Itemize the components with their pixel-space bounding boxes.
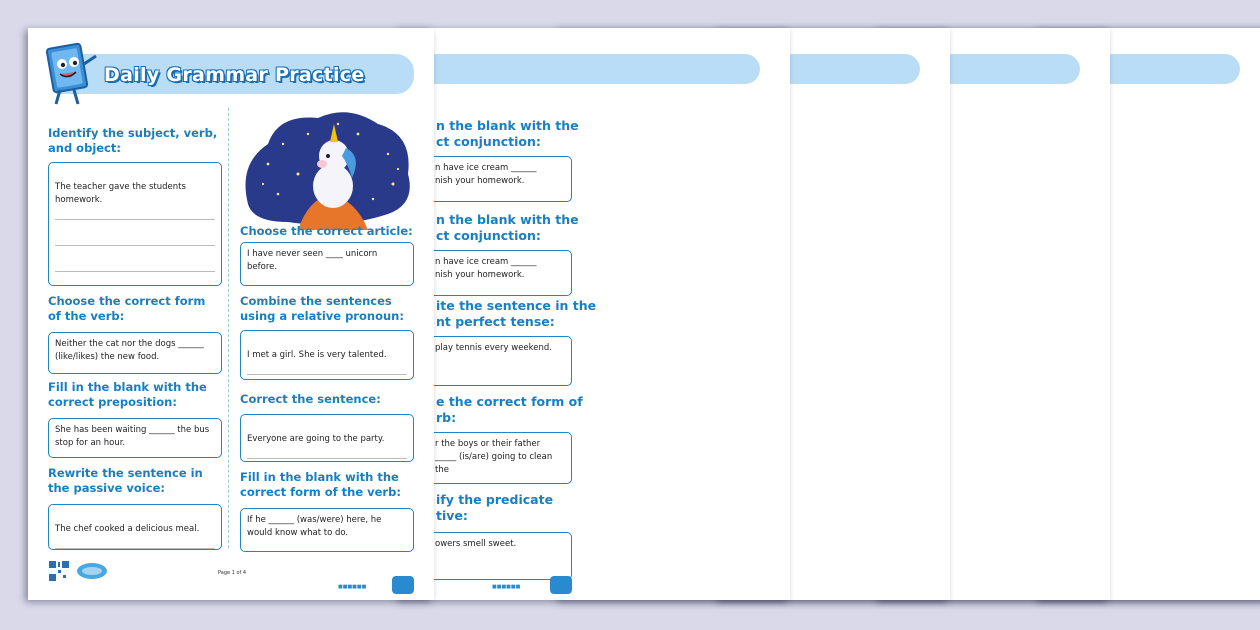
answer-box <box>48 504 222 550</box>
question-heading: Correct the sentence: <box>240 392 381 406</box>
question-heading: n the blank with the ct conjunction: <box>436 212 579 243</box>
answer-text: I met a girl. She is very talented. <box>247 350 387 360</box>
question-heading: Identify the subject, verb, and object: <box>48 126 218 155</box>
answer-box: r the boys or their father _____ (is/are) going to clean the <box>404 432 572 484</box>
footer-url: ■■■■■■ <box>492 584 521 590</box>
question-heading: Choose the correct article: <box>240 224 413 238</box>
answer-box <box>240 330 414 380</box>
answer-text: The chef cooked a delicious meal. <box>55 524 200 534</box>
unicorn-illustration <box>238 104 418 230</box>
answer-box: n have ice cream ______ nish your homework. <box>404 250 572 296</box>
answer-box: play tennis every weekend. <box>404 336 572 386</box>
worksheet-page-2 <box>400 28 790 600</box>
writing-line <box>247 446 407 459</box>
answer-text: Everyone are going to the party. <box>247 434 385 444</box>
answer-box: n have ice cream ______ nish your homework. <box>404 156 572 202</box>
writing-line <box>55 207 215 220</box>
answer-box: I have never seen ____ unicorn before. <box>240 242 414 286</box>
writing-line <box>55 259 215 272</box>
writing-line <box>55 285 215 286</box>
answer-box <box>48 162 222 286</box>
question-heading: Fill in the blank with the correct form of the verb: <box>240 470 401 499</box>
answer-text: The teacher gave the students homework. <box>55 182 186 205</box>
writing-line <box>247 362 407 375</box>
worksheet-page-1 <box>28 28 434 600</box>
answer-box <box>240 414 414 462</box>
publisher-logo <box>392 576 414 594</box>
question-heading: Fill in the blank with the correct preposition: <box>48 380 207 409</box>
page-number: Page 1 of 4 <box>218 570 247 576</box>
question-heading: n the blank with the ct conjunction: <box>436 118 579 149</box>
question-heading: ite the sentence in the nt perfect tense: <box>436 298 597 329</box>
question-heading: Rewrite the sentence in the passive voice: <box>48 466 203 495</box>
writing-line <box>55 233 215 246</box>
header-banner <box>400 54 760 84</box>
footer-url: ■■■■■■ <box>338 584 367 590</box>
answer-box: Neither the cat nor the dogs ______ (like/likes) the new food. <box>48 332 222 374</box>
question-heading: Combine the sentences using a relative pronoun: <box>240 294 404 323</box>
writing-line <box>55 536 215 549</box>
column-divider <box>228 108 229 548</box>
question-heading: ify the predicate tive: <box>436 492 554 523</box>
question-heading: e the correct form of rb: <box>436 394 583 425</box>
question-heading: Choose the correct form of the verb: <box>48 294 206 323</box>
twinkl-logo <box>76 562 108 580</box>
page-title: Daily Grammar Practice <box>104 64 365 86</box>
answer-box: She has been waiting ______ the bus stop for an hour. <box>48 418 222 458</box>
publisher-logo <box>550 576 572 594</box>
answer-box: owers smell sweet. <box>404 532 572 580</box>
answer-box: If he ______ (was/were) here, he would know what to do. <box>240 508 414 552</box>
qr-code-icon <box>48 560 70 582</box>
book-mascot-icon <box>40 38 100 110</box>
